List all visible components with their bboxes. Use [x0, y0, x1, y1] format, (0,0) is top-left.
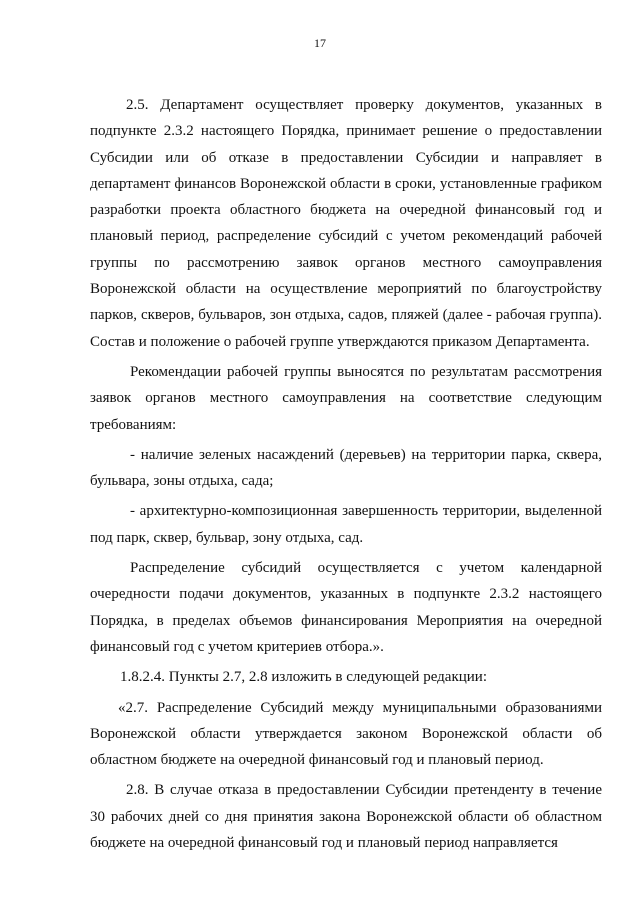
paragraph-2-7: «2.7. Распределение Субсидий между муниципальными образованиями Воронежской области утверждается законом Воронежской области об областном бюджете на очередной финансовый год и плановый период.	[90, 699, 602, 769]
list-item-green-plantings: - наличие зеленых насаждений (деревьев) на территории парка, сквера, бульвара, зоны отдыха, сада;	[90, 446, 602, 490]
paragraph-1-8-2-4: 1.8.2.4. Пункты 2.7, 2.8 изложить в следующей редакции:	[120, 669, 487, 686]
list-item-architectural-completeness: - архитектурно-композиционная завершенность территории, выделенной под парк, сквер, бульвар, зону отдыха, сад.	[90, 503, 602, 546]
paragraph-distribution: Распределение субсидий осуществляется с учетом календарной очередности подачи документов, указанных в подпункте 2.3.2 настоящего Порядка, в пределах объемов финансирования Мероприятия на очередной финансовый год с учетом критериев отбора.».	[90, 560, 602, 655]
paragraph-2-5: 2.5. Департамент осуществляет проверку документов, указанных в подпункте 2.3.2 настоящего Порядка, принимает решение о предоставлении Субсидии или об отказе в предоставлении Субсидии и направляет в департамент финансов Воронежской области в сроки, установленные графиком разработки проекта областного бюджета на очередной финансовый год и плановый период, распределение субсидий с учетом рекомендаций рабочей группы по рассмотрению заявок органов местного самоуправления Воронежской области на осуществление мероприятий по благоустройству парков, скверов, бульваров, зон отдыха, садов, пляжей (далее - рабочая группа). Состав и положение о рабочей группе утверждаются приказом Департамента.	[90, 97, 602, 350]
page-number: 17	[314, 36, 326, 50]
document-body	[90, 92, 602, 856]
paragraph-2-8: 2.8. В случае отказа в предоставлении Субсидии претенденту в течение 30 рабочих дней со дня принятия закона Воронежской области об областном бюджете на очередной финансовый год и плановый период направляется	[90, 782, 602, 852]
paragraph-recommendations: Рекомендации рабочей группы выносятся по результатам рассмотрения заявок органов местного самоуправления на соответствие следующим требованиям:	[90, 363, 602, 433]
